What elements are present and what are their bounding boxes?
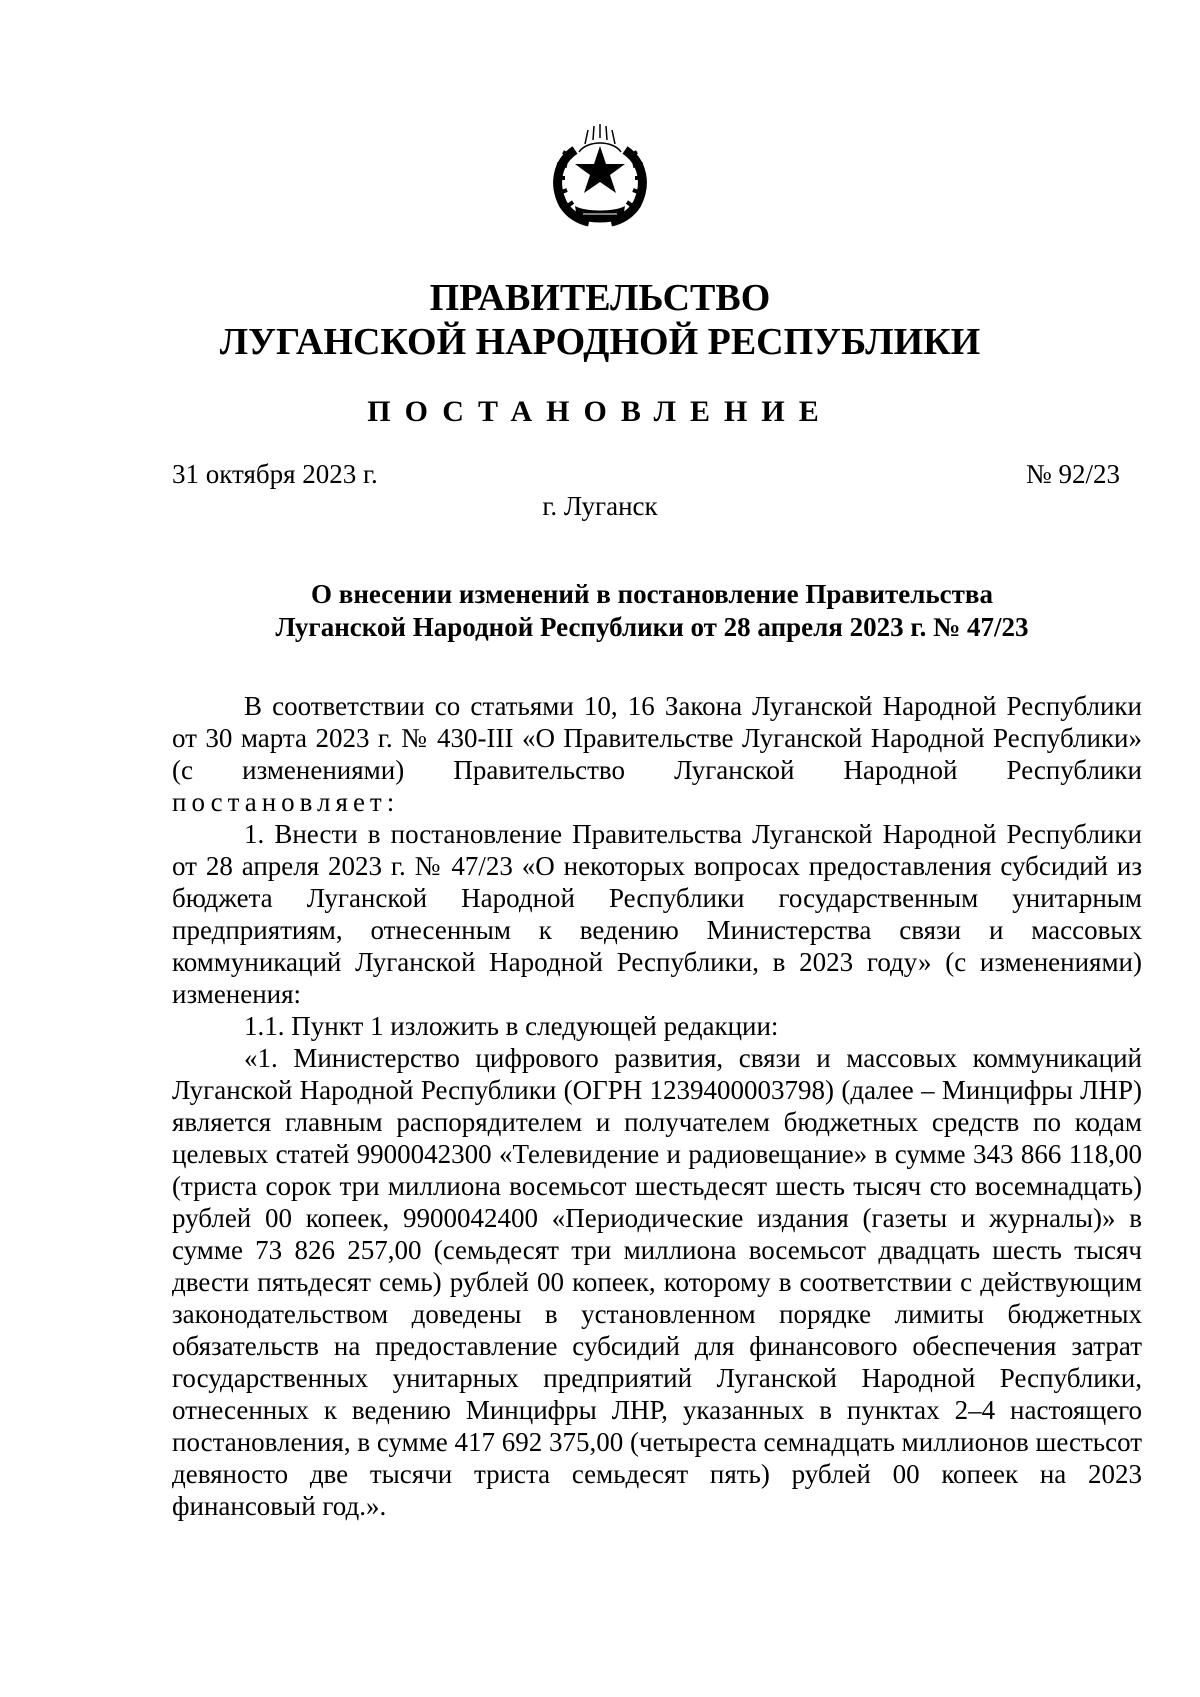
document-subject [172, 578, 1132, 644]
government-title-line-2: ЛУГАНСКОЙ НАРОДНОЙ РЕСПУБЛИКИ [219, 321, 981, 363]
subject-line-2: Луганской Народной Республики от 28 апреля 2023 г. № 47/23 [275, 612, 1029, 642]
document-number: № 92/23 [1025, 459, 1120, 489]
government-title-line-1: ПРАВИТЕЛЬСТВО [429, 277, 771, 319]
subject-line-1: О внесении изменений в постановление Правительства [311, 579, 993, 609]
document-date: 31 октября 2023 г. [172, 459, 378, 489]
coat-of-arms-emblem [545, 122, 655, 230]
paragraph-preamble [172, 690, 1142, 818]
document-city: г. Луганск [542, 491, 658, 521]
paragraph-item-1-1: 1.1. Пункт 1 изложить в следующей редакции: [244, 1011, 779, 1041]
preamble-text: В соответствии со статьями 10, 16 Закона Луганской Народной Республики от 30 марта 2023 г. № 430-III «О Правительстве Луганской Народной Республики» (с изменениями) Правительство Луганской Народной Республики [172, 691, 1142, 785]
coat-of-arms-icon [545, 122, 655, 230]
paragraph-new-item-1: «1. Министерство цифрового развития, связи и массовых коммуникаций Луганской Народной Республики (ОГРН 1239400003798) (далее – Минцифры ЛНР) является главным распорядителем и получателем бюджетных средств по кодам целевых статей 9900042300 «Телевидение и радиовещание» в сумме 343 866 118,00 (триста сорок три миллиона восемьсот шестьдесят шесть тысяч сто восемнадцать) рублей 00 копеек, 9900042400 «Периодические издания (газеты и журналы)» в сумме 73 826 257,00 (семьдесят три миллиона восемьсот двадцать шесть тысяч двести пятьдесят семь) рублей 00 копеек, которому в соответствии с действующим законодательством доведены в установленном порядке лимиты бюджетных обязательств на предоставление субсидий для финансового обеспечения затрат государственных унитарных предприятий Луганской Народной Республики, отнесенных к ведению Минцифры ЛНР, указанных в пунктах 2–4 настоящего постановления, в сумме 417 692 375,00 (четыреста семнадцать миллионов шестьсот девяносто две тысячи триста семьдесят пять) рублей 00 копеек на 2023 финансовый год.». [172, 1043, 1143, 1521]
document-body [172, 690, 1142, 1522]
document-type: ПОСТАНОВЛЕНИЕ [367, 395, 833, 428]
paragraph-item-1: 1. Внести в постановление Правительства Луганской Народной Республики от 28 апреля 2023 г. № 47/23 «О некоторых вопросах предоставления субсидий из бюджета Луганской Народной Республики государственным унитарным предприятиям, отнесенным к ведению Министерства связи и массовых коммуникаций Луганской Народной Республики, в 2023 году» (с изменениями) изменения: [172, 819, 1142, 1009]
preamble-resolves: постановляет: [172, 787, 400, 817]
